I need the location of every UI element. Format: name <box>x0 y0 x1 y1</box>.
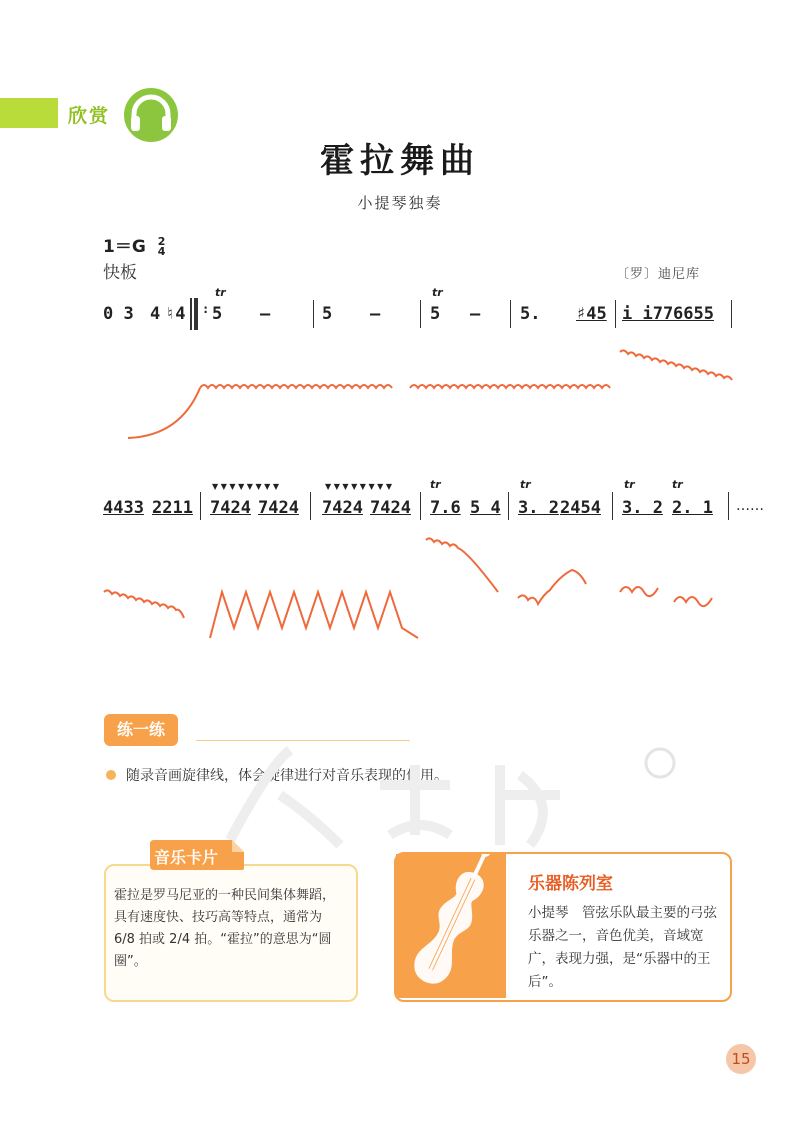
note-group: 7424 <box>370 498 411 518</box>
note-group: 5 <box>430 304 441 324</box>
note-group: 3. 2 <box>622 498 663 518</box>
note-group: 3. 2 <box>518 498 559 518</box>
staccato-marks: ▼ ▼ ▼ ▼ ▼ ▼ ▼ ▼ <box>325 482 393 491</box>
violin-icon <box>396 854 506 998</box>
composer: 〔罗〕迪尼库 <box>616 267 701 282</box>
key-signature <box>103 232 165 257</box>
music-card-label: 音乐卡片 <box>154 848 219 867</box>
trill-mark: tr <box>215 286 226 299</box>
melody-line-2 <box>100 530 740 650</box>
practice-text: 随录音画旋律线，体会旋律进行对音乐表现的作用。 <box>126 768 448 784</box>
note-group: 7424 <box>210 498 251 518</box>
bullet-icon <box>106 770 116 780</box>
page-title: 霍拉舞曲 <box>320 141 480 181</box>
note-group: – <box>470 304 481 324</box>
note-group: 0 3 <box>103 304 134 324</box>
key-label: 1＝G <box>103 237 146 257</box>
divider <box>196 740 410 741</box>
practice-label: 练一练 <box>104 714 178 746</box>
note-group: 4433 <box>103 498 144 518</box>
time-signature: 2 4 <box>157 235 166 258</box>
melody-line-1 <box>100 340 740 450</box>
section-label: 欣赏 <box>68 105 111 127</box>
note-group: – <box>260 304 271 324</box>
note-group: 6655 <box>673 304 714 324</box>
note-group: 7.6 <box>430 498 461 518</box>
page-subtitle: 小提琴独奏 <box>357 194 443 212</box>
page-number: 15 <box>726 1044 756 1074</box>
note-group: 5 4 <box>470 498 501 518</box>
note-group: 5 <box>212 304 223 324</box>
score-row-1 <box>0 280 800 340</box>
trill-mark: tr <box>672 478 683 491</box>
tempo-marking: 快板 <box>103 263 137 283</box>
instrument-text: 小提琴 管弦乐队最主要的弓弦乐器之一，音色优美，音域宽广，表现力强，是“乐器中的王后”。 <box>528 905 717 990</box>
music-card-text: 霍拉是罗马尼亚的一种民间集体舞蹈，具有速度快、技巧高等特点，通常为 6/8 拍或 2/4 拍。“霍拉”的意思为“圆圈”。 <box>114 888 336 969</box>
watermark-logo <box>200 745 680 855</box>
trill-mark: tr <box>432 286 443 299</box>
note-group: 2211 <box>152 498 193 518</box>
note-group: 5. <box>520 304 541 324</box>
trill-mark: tr <box>520 478 531 491</box>
instrument-image-panel <box>396 854 506 998</box>
section-tab <box>0 98 58 128</box>
note-group: 2. 1 <box>672 498 713 518</box>
note-group: 5 <box>322 304 333 324</box>
ellipsis: …… <box>736 498 764 514</box>
staccato-marks: ▼ ▼ ▼ ▼ ▼ ▼ ▼ ▼ <box>212 482 280 491</box>
note-group: ♯45 <box>576 304 607 324</box>
repeat-dots: : <box>202 302 210 316</box>
note-group: 2454 <box>560 498 601 518</box>
trill-mark: tr <box>624 478 635 491</box>
trill-mark: tr <box>430 478 441 491</box>
note-group: 4 <box>150 304 161 324</box>
note-group: 7424 <box>258 498 299 518</box>
note-group: i i77 <box>622 304 674 324</box>
note-group: 7424 <box>322 498 363 518</box>
instrument-title: 乐器陈列室 <box>528 874 613 894</box>
note-group: – <box>370 304 381 324</box>
note-group: ♮4 <box>165 304 186 324</box>
score-row-2 <box>0 470 800 530</box>
